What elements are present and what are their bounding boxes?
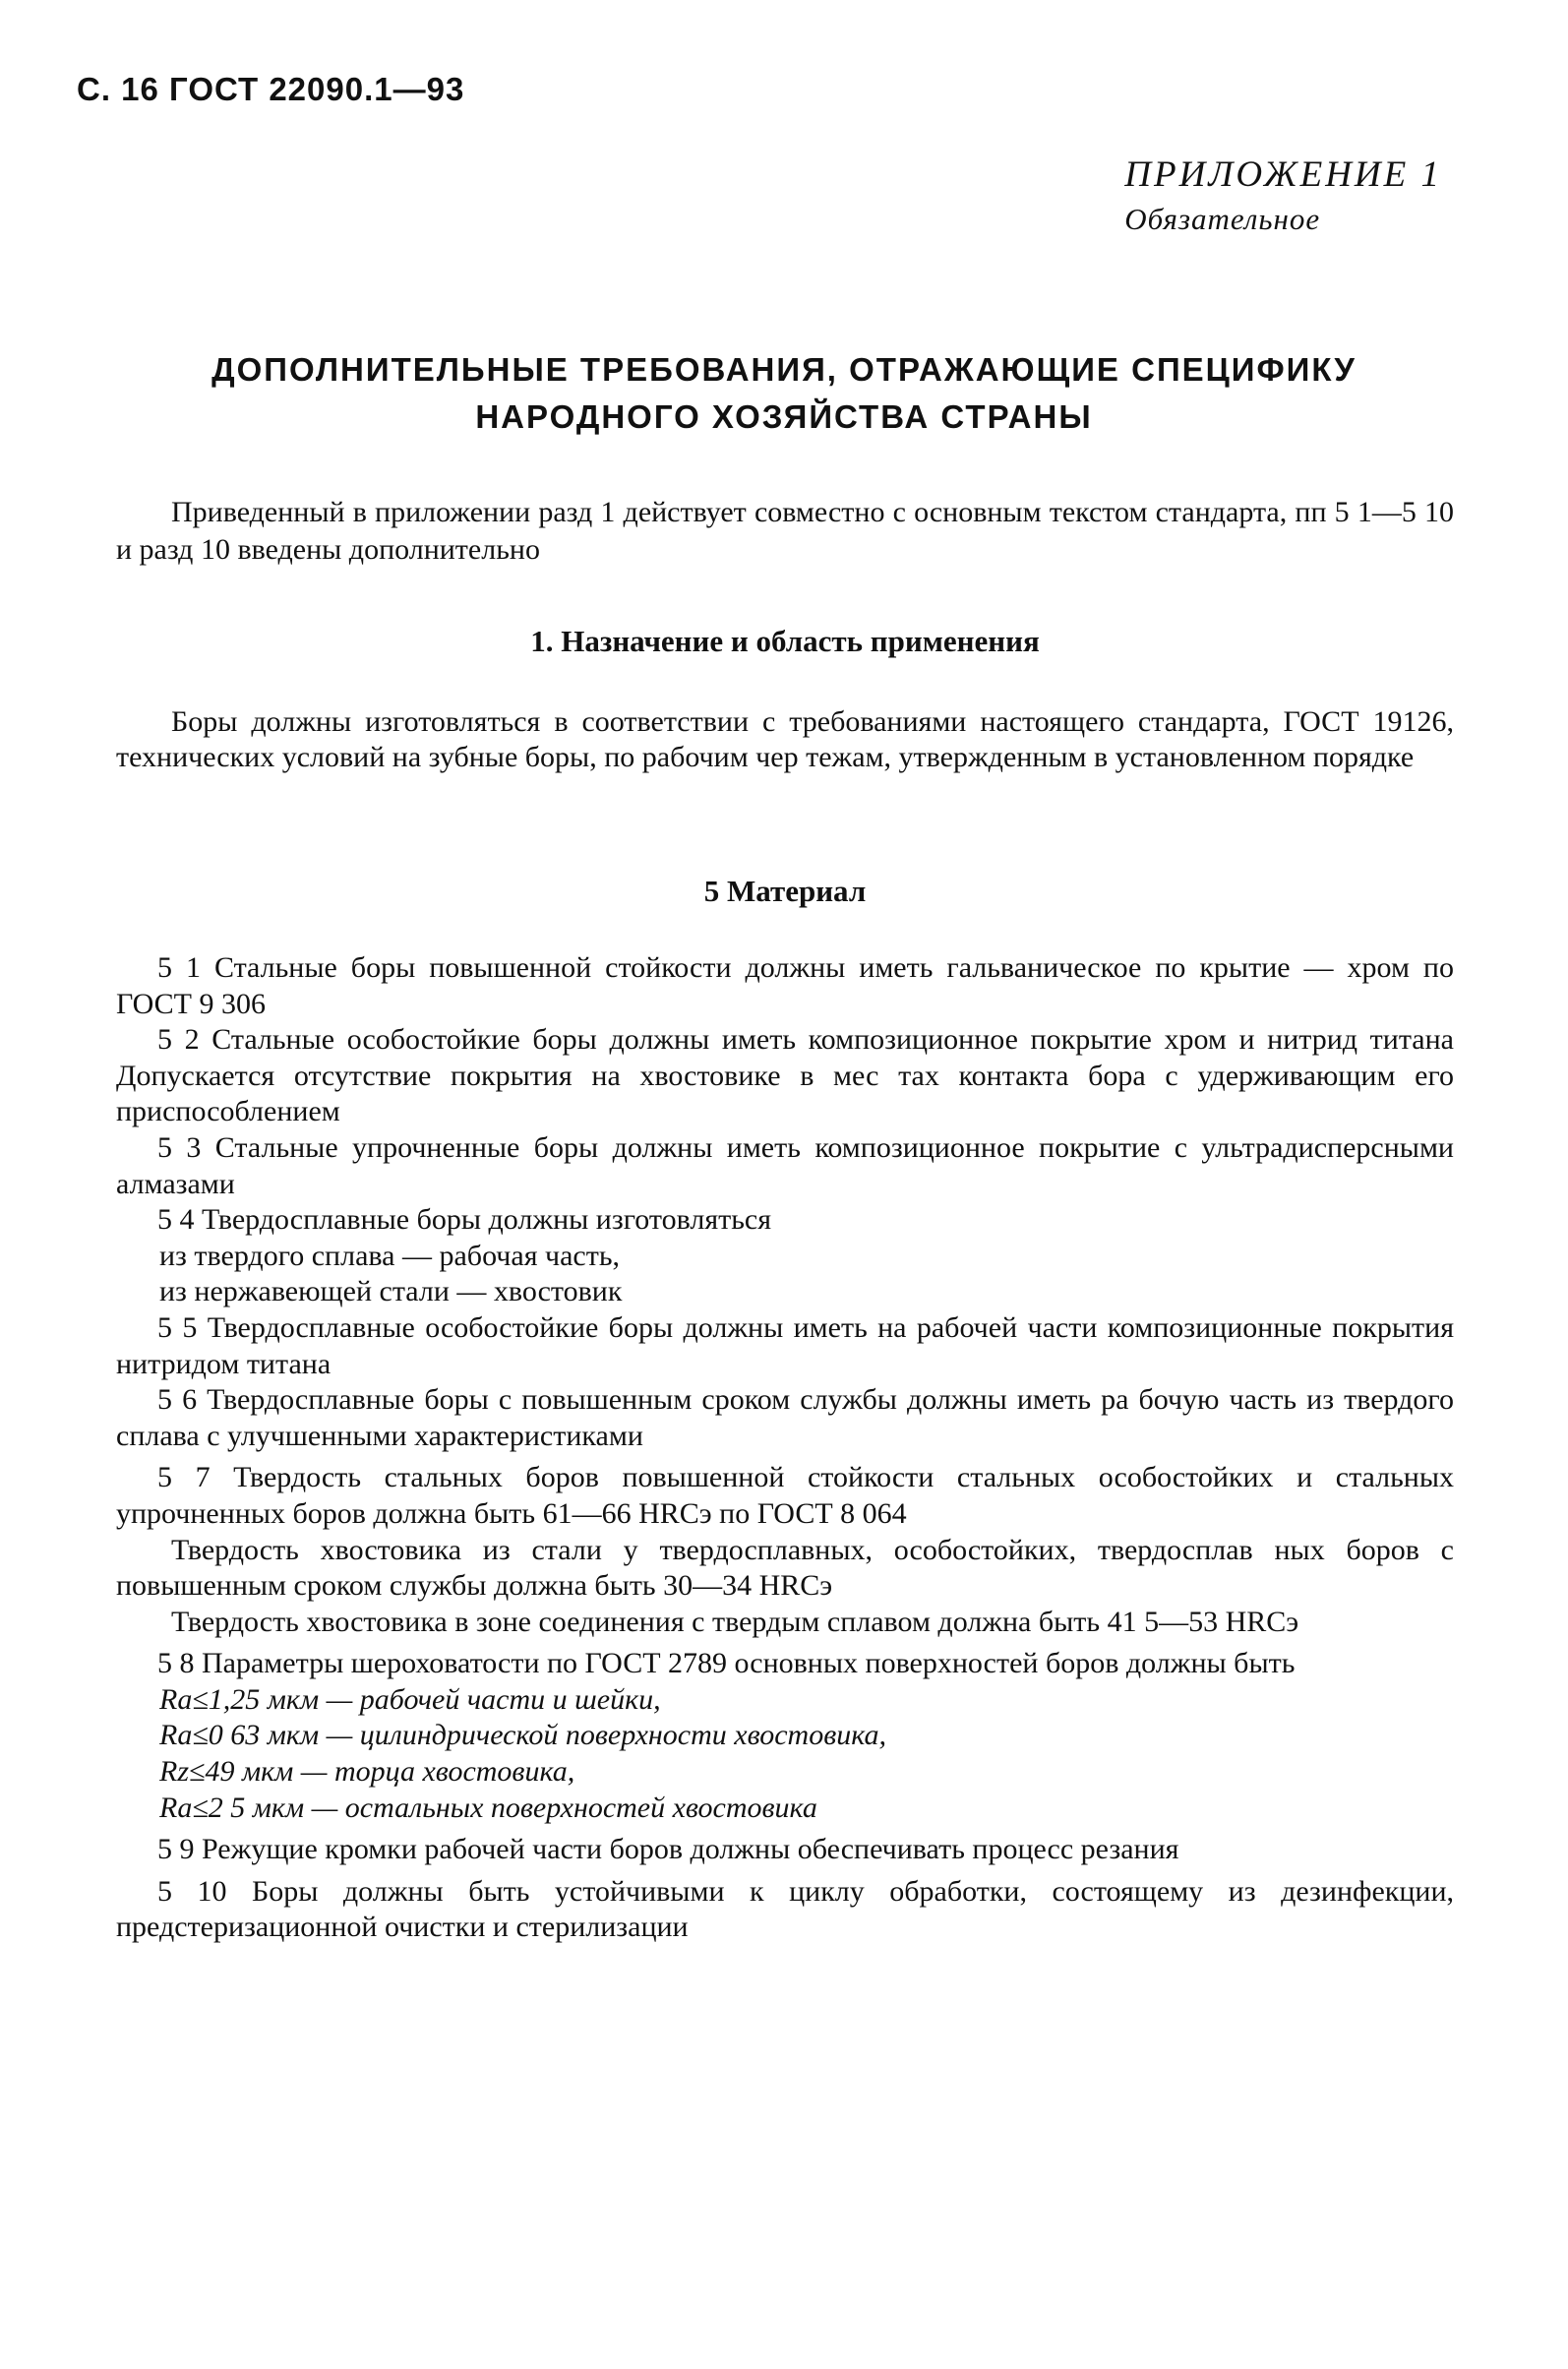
roughness-item-1: Ra≤1,25 мкм — рабочей части и шейки, [159, 1682, 661, 1716]
intro-paragraph: Приведенный в приложении разд 1 действует совместно с основным текстом стандарта, пп 5 1—5 10 и разд 10 введены дополнительно [116, 496, 1454, 566]
clause-5-9: 5 9 Режущие кромки рабочей части боров должны обеспечивать процесс резания [157, 1833, 1179, 1866]
page-header: С. 16 ГОСТ 22090.1—93 [77, 71, 465, 107]
clause-5-7: 5 7 Твердость стальных боров повышенной стойкости стальных особостойких и стальных упрочненных боров должна быть 61—66 HRCэ по ГОСТ 8 064 [116, 1461, 1454, 1530]
clause-5-3: 5 3 Стальные упрочненные боры должны иметь композиционное покрытие с ультрадисперсными алмазами [116, 1130, 1454, 1200]
clause-5-7-shank: Твердость хвостовика из стали у твердосплавных, особостойких, твердосплав ных боров с повышенным сроком службы должна быть 30—34 HRCэ [116, 1533, 1454, 1603]
title-line-1: ДОПОЛНИТЕЛЬНЫЕ ТРЕБОВАНИЯ, ОТРАЖАЮЩИЕ СПЕЦИФИКУ [211, 351, 1357, 388]
clause-5-5: 5 5 Твердосплавные особостойкие боры должны иметь на рабочей части композиционные покрытия нитридом титана [116, 1310, 1454, 1380]
clause-5-8: 5 8 Параметры шероховатости по ГОСТ 2789 основных поверхностей боров должны быть [157, 1647, 1296, 1680]
title-line-2: НАРОДНОГО ХОЗЯЙСТВА СТРАНЫ [475, 398, 1093, 435]
section-1-text: Боры должны изготовляться в соответствии с требованиями настоящего стандарта, ГОСТ 19126, технических условий на зубные боры, по рабочим чер тежам, утвержденным в установленном порядке [116, 705, 1454, 773]
roughness-item-3: Rz≤49 мкм — торца хвостовика, [159, 1755, 575, 1789]
appendix-status: Обязательное [1124, 202, 1321, 236]
roughness-item-2: Ra≤0 63 мкм — цилиндрической поверхности хвостовика, [159, 1719, 887, 1752]
clause-5-7-joint: Твердость хвостовика в зоне соединения с твердым сплавом должна быть 41 5—53 HRCэ [171, 1605, 1299, 1638]
section-1-heading: 1. Назначение и область применения [530, 624, 1040, 658]
document-title [118, 346, 1450, 441]
section-5-clauses [116, 950, 1454, 1946]
appendix-title: ПРИЛОЖЕНИЕ 1 [1124, 154, 1442, 195]
roughness-item-4: Ra≤2 5 мкм — остальных поверхностей хвостовика [159, 1791, 817, 1824]
clause-5-4-item-b: из нержавеющей стали — хвостовик [159, 1275, 623, 1308]
clause-5-4: 5 4 Твердосплавные боры должны изготовляться [157, 1203, 772, 1237]
clause-5-6: 5 6 Твердосплавные боры с повышенным сроком службы должны иметь ра бочую часть из твердого сплава с улучшенными характеристиками [116, 1383, 1454, 1452]
appendix-label [1124, 153, 1442, 237]
clause-5-10: 5 10 Боры должны быть устойчивыми к циклу обработки, состоящему из дезинфекции, предстеризационной очистки и стерилизации [116, 1874, 1454, 1944]
section-5-heading: 5 Материал [703, 874, 867, 908]
clause-5-4-item-a: из твердого сплава — рабочая часть, [159, 1239, 621, 1272]
clause-5-1: 5 1 Стальные боры повышенной стойкости должны иметь гальваническое по крытие — хром по ГОСТ 9 306 [116, 951, 1454, 1020]
clause-5-2: 5 2 Стальные особостойкие боры должны иметь композиционное покрытие хром и нитрид титана Допускается отсутствие покрытия на хвостовике в мес тах контакта бора с удерживающим его приспособлением [116, 1023, 1454, 1128]
